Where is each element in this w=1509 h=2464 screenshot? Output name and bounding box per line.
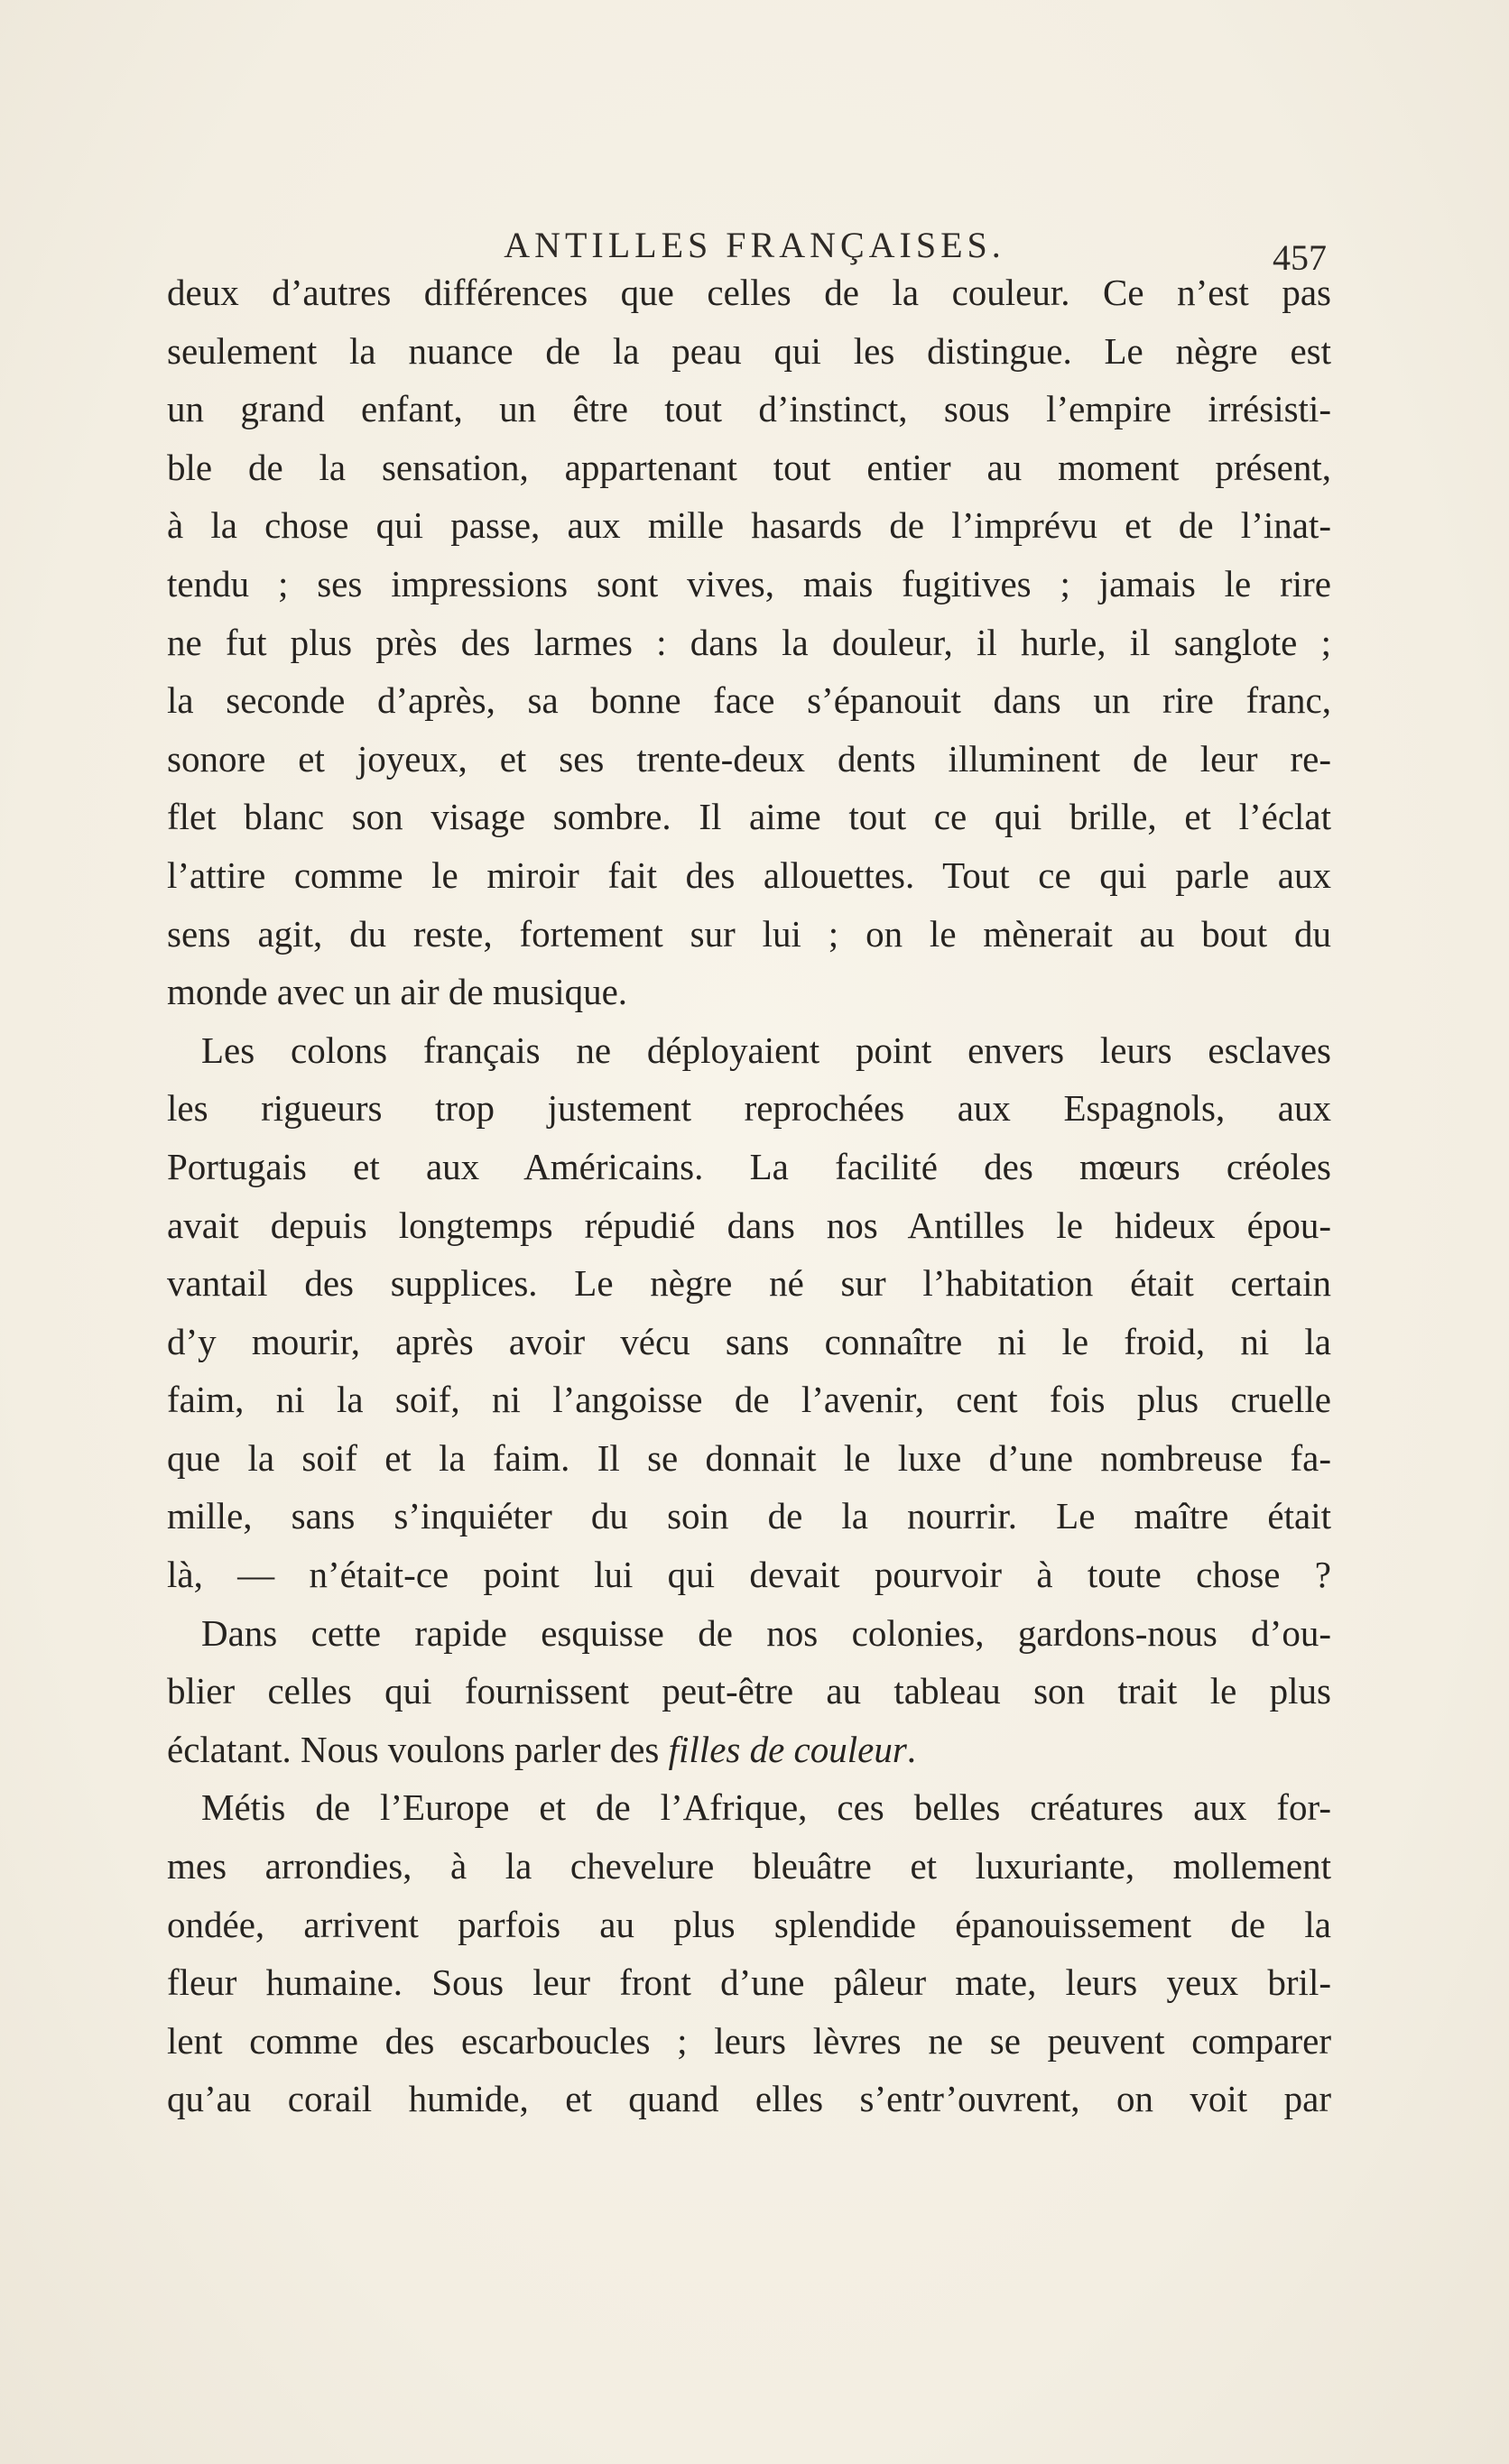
text-line: flet blanc son visage sombre. Il aime tout ce qui brille, et l’éclat xyxy=(167,796,1331,838)
paragraph-1 xyxy=(167,263,1331,1021)
page-number: 457 xyxy=(1273,237,1327,278)
text-line: Les colons français ne déployaient point envers leurs esclaves xyxy=(201,1029,1331,1071)
text-line: fleur humaine. Sous leur front d’une pâleur mate, leurs yeux bril- xyxy=(167,1961,1331,2004)
text-line: faim, ni la soif, ni l’angoisse de l’avenir, cent fois plus cruelle xyxy=(167,1379,1331,1421)
paragraph-2 xyxy=(167,1021,1331,1604)
text-line: deux d’autres différences que celles de la couleur. Ce n’est pas xyxy=(167,272,1331,313)
text-line: l’attire comme le miroir fait des allouettes. Tout ce qui parle aux xyxy=(167,854,1331,896)
running-title: ANTILLES FRANÇAISES. xyxy=(504,225,1005,265)
text-line: d’y mourir, après avoir vécu sans connaître ni le froid, ni la xyxy=(167,1320,1331,1362)
text-line: Dans cette rapide esquisse de nos colonies, gardons-nous d’ou- xyxy=(201,1611,1331,1654)
text-line: ble de la sensation, appartenant tout entier au moment présent, xyxy=(167,446,1331,488)
text-line: avait depuis longtemps répudié dans nos Antilles le hideux épou- xyxy=(167,1204,1331,1246)
text-line: que la soif et la faim. Il se donnait le luxe d’une nombreuse fa- xyxy=(167,1436,1331,1479)
text-line: ondée, arrivent parfois au plus splendide épanouissement de la xyxy=(167,1903,1331,1945)
text-line: monde avec un air de musique. xyxy=(167,971,628,1013)
text-line: qu’au corail humide, et quand elles s’entr’ouvrent, on voit par xyxy=(167,2078,1331,2120)
text-line: à la chose qui passe, aux mille hasards de l’imprévu et de l’inat- xyxy=(167,504,1331,547)
text-line: la seconde d’après, sa bonne face s’épanouit dans un rire franc, xyxy=(167,679,1331,722)
body-text xyxy=(167,263,1331,2128)
paragraph-4 xyxy=(167,1778,1331,2128)
text-line: tendu ; ses impressions sont vives, mais fugitives ; jamais le rire xyxy=(167,562,1331,604)
text-line: les rigueurs trop justement reprochées aux Espagnols, aux xyxy=(167,1087,1331,1130)
text-line: mes arrondies, à la chevelure bleuâtre et luxuriante, mollement xyxy=(167,1845,1331,1887)
italic-phrase: filles de couleur xyxy=(668,1728,907,1770)
text-line: lent comme des escarboucles ; leurs lèvres ne se peuvent comparer xyxy=(167,2019,1331,2062)
text-line xyxy=(167,1721,1331,1779)
text-line: sens agit, du reste, fortement sur lui ; on le mènerait au bout du xyxy=(167,912,1331,955)
text-span: . xyxy=(906,1728,917,1770)
text-line: mille, sans s’inquiéter du soin de la nourrir. Le maître était xyxy=(167,1495,1331,1537)
text-line: Métis de l’Europe et de l’Afrique, ces belles créatures aux for- xyxy=(201,1786,1331,1829)
text-line: sonore et joyeux, et ses trente-deux dents illuminent de leur re- xyxy=(167,737,1331,780)
text-line: un grand enfant, un être tout d’instinct, sous l’empire irrésisti- xyxy=(167,388,1331,430)
text-line: là, — n’était-ce point lui qui devait pourvoir à toute chose ? xyxy=(167,1554,1331,1596)
text-line: seulement la nuance de la peau qui les distingue. Le nègre est xyxy=(167,329,1331,372)
text-line: blier celles qui fournissent peut-être au tableau son trait le plus xyxy=(167,1670,1331,1712)
text-line: vantail des supplices. Le nègre né sur l’habitation était certain xyxy=(167,1262,1331,1305)
paragraph-3 xyxy=(167,1604,1331,1779)
text-line: ne fut plus près des larmes : dans la douleur, il hurle, il sanglote ; xyxy=(167,621,1331,663)
text-span: éclatant. Nous voulons parler des xyxy=(167,1728,669,1770)
text-line: Portugais et aux Américains. La facilité des mœurs créoles xyxy=(167,1145,1331,1187)
